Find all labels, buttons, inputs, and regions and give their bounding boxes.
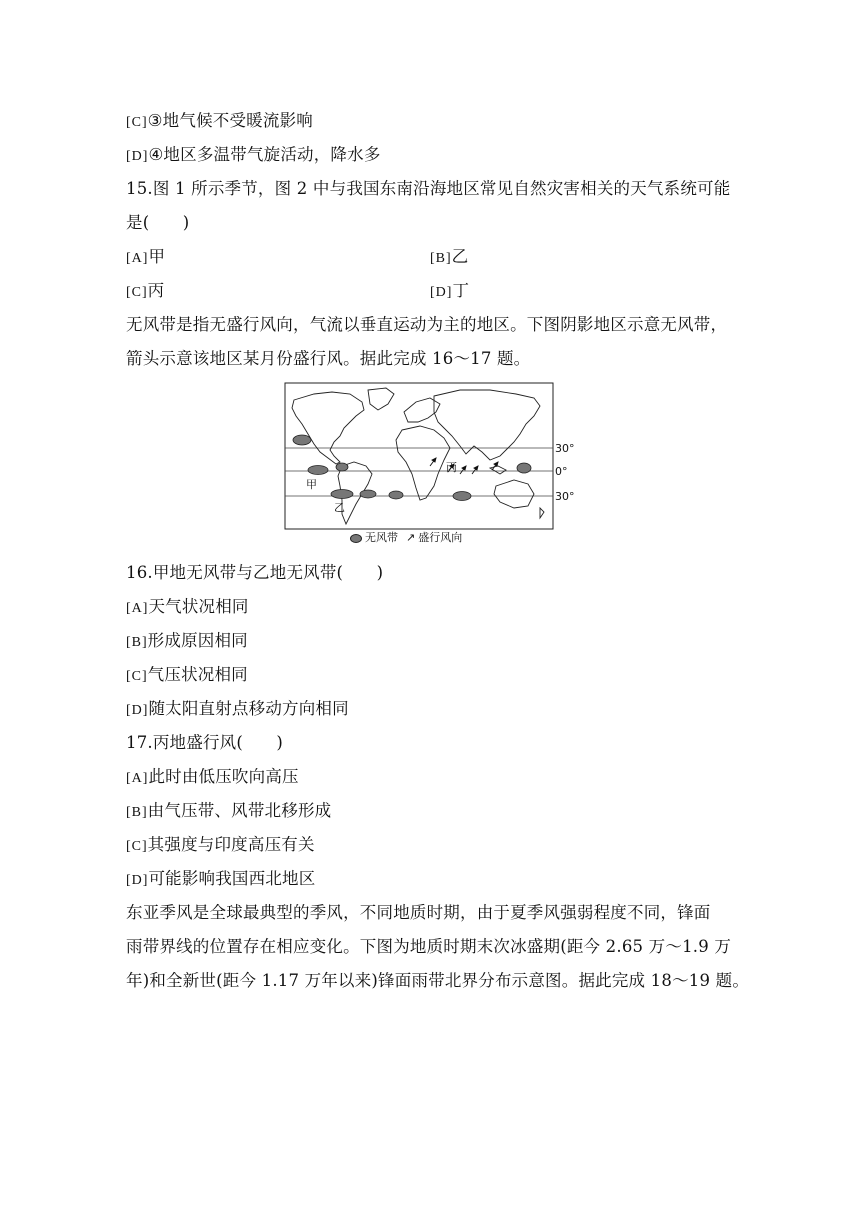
option-text: 形成原因相同 <box>147 631 248 650</box>
option-label: [D] <box>430 285 453 300</box>
label-bing: 丙 <box>446 461 457 474</box>
q15-option-b <box>430 246 468 270</box>
label-jia: 甲 <box>306 478 317 491</box>
q15-option-d-text: 丁 <box>452 281 470 300</box>
map-legend <box>350 531 462 545</box>
option-label: [D] <box>126 873 149 888</box>
intro2-line2: 雨带界线的位置存在相应变化。下图为地质时期末次冰盛期(距今 2.65 万～1.9 万 <box>126 937 732 956</box>
q15-options-row1 <box>126 246 726 270</box>
q15-stem-line1: 15.图 1 所示季节，图 2 中与我国东南沿海地区常见自然灾害相关的天气系统可能 <box>126 179 731 198</box>
q16-option-b <box>126 630 248 654</box>
option-label: [B] <box>430 251 452 266</box>
legend-calm-label: 无风带 <box>365 531 398 544</box>
option-label: [C] <box>126 115 148 130</box>
q16-option-d <box>126 698 349 722</box>
option-label: [A] <box>126 251 149 266</box>
option-text: 其强度与印度高压有关 <box>147 835 315 854</box>
option-label: [A] <box>126 771 149 786</box>
q16-stem: 16.甲地无风带与乙地无风带( ) <box>126 563 384 582</box>
lat-label-30s: 30° <box>555 490 574 503</box>
q15-option-b-text: 乙 <box>451 247 469 266</box>
option-text: 由气压带、风带北移形成 <box>147 801 332 820</box>
q15-options-row2 <box>126 280 726 304</box>
option-label: [D] <box>126 703 149 718</box>
option-text: 气压状况相同 <box>147 665 248 684</box>
intro2-line1: 东亚季风是全球最典型的季风，不同地质时期，由于夏季风强弱程度不同，锋面 <box>126 903 711 922</box>
q17-option-c <box>126 834 315 858</box>
option-label: [C] <box>126 285 148 300</box>
option-label: [C] <box>126 839 148 854</box>
option-text: 天气状况相同 <box>148 597 249 616</box>
q17-option-d <box>126 868 315 892</box>
option-label: [A] <box>126 601 149 616</box>
option-label: [B] <box>126 635 148 650</box>
calm-zone <box>389 491 403 499</box>
option-text: 随太阳直射点移动方向相同 <box>148 699 349 718</box>
lat-label-30n: 30° <box>555 442 574 455</box>
q15-option-d <box>430 280 469 304</box>
option-label: [D] <box>126 149 149 164</box>
option-text: 可能影响我国西北地区 <box>148 869 316 888</box>
lat-label-0: 0° <box>555 465 568 478</box>
calm-zone <box>517 463 531 473</box>
intro1-line1: 无风带是指无盛行风向，气流以垂直运动为主的地区。下图阴影地区示意无风带， <box>126 315 728 334</box>
q16-option-c <box>126 664 248 688</box>
label-yi: 乙 <box>334 501 345 514</box>
q16-option-a <box>126 596 249 620</box>
q15-option-c-text: 丙 <box>147 281 165 300</box>
calm-zone-swatch <box>350 534 362 543</box>
q14-option-c <box>126 110 313 134</box>
option-text: ④地区多温带气旋活动，降水多 <box>148 145 381 164</box>
calm-zone <box>360 490 376 498</box>
option-text: ③地气候不受暖流影响 <box>147 111 313 130</box>
legend-wind-label: 盛行风向 <box>418 531 463 544</box>
world-map <box>284 382 574 532</box>
option-text: 此时由低压吹向高压 <box>148 767 299 786</box>
intro2-line3: 年)和全新世(距今 1.17 万年以来)锋面雨带北界分布示意图。据此完成 18～19 题。 <box>126 971 750 990</box>
option-label: [C] <box>126 669 148 684</box>
intro1-line2: 箭头示意该地区某月份盛行风。据此完成 16～17 题。 <box>126 349 531 368</box>
q15-option-a-text: 甲 <box>148 247 166 266</box>
calm-zone <box>336 463 348 471</box>
q17-option-a <box>126 766 299 790</box>
q17-option-b <box>126 800 331 824</box>
q14-option-d <box>126 144 381 168</box>
q15-stem-line2: 是( ) <box>126 213 190 232</box>
wind-arrow-icon: ↗ <box>406 531 416 544</box>
calm-zone <box>293 435 311 445</box>
calm-zone-jia <box>308 466 328 475</box>
q17-stem: 17.丙地盛行风( ) <box>126 733 284 752</box>
world-map-figure <box>284 382 574 550</box>
option-label: [B] <box>126 805 148 820</box>
calm-zone-yi <box>331 490 353 499</box>
calm-zone <box>453 492 471 501</box>
